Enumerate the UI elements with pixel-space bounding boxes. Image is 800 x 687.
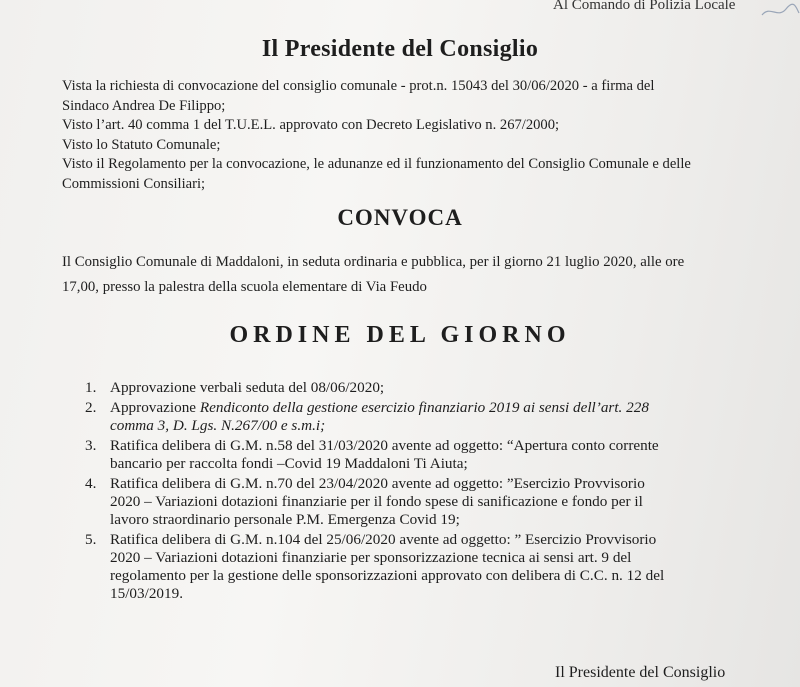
- agenda-item-number: 1.: [85, 379, 97, 396]
- agenda-item-text: 15/03/2019.: [110, 585, 183, 602]
- agenda-item-line: [110, 437, 659, 455]
- agenda-item: [85, 399, 775, 435]
- agenda-item-line: [110, 475, 645, 493]
- convocation-line: Il Consiglio Comunale di Maddaloni, in seduta ordinaria e pubblica, per il giorno 21 luglio 2020, alle ore: [62, 254, 685, 270]
- agenda-item-line: [110, 531, 664, 549]
- agenda-item-number: 4.: [85, 475, 97, 492]
- convocation-text: [62, 250, 684, 300]
- preamble: [62, 77, 762, 195]
- document-title: Il Presidente del Consiglio: [261, 36, 539, 62]
- agenda-item: [85, 437, 775, 473]
- agenda-item-line: [110, 399, 649, 417]
- convoca-heading: CONVOCA: [337, 205, 463, 230]
- agenda-item-text: lavoro straordinario personale P.M. Emergenza Covid 19;: [110, 511, 460, 528]
- agenda-item-text: 2020 – Variazioni dotazioni finanziarie per il fondo spese di sanificazione e fondo per il: [110, 493, 643, 510]
- agenda-item-text: bancario per raccolta fondi –Covid 19 Maddaloni Ti Aiuta;: [110, 455, 468, 472]
- convocation-line: 17,00, presso la palestra della scuola elementare di Via Feudo: [62, 279, 427, 295]
- agenda-item-text: regolamento per la gestione delle sponsorizzazioni approvato con delibera di C.C. n. 12 del: [110, 567, 665, 584]
- agenda-item-line: [110, 585, 664, 603]
- agenda-item-text: Rendiconto della gestione esercizio finanziario 2019 ai sensi dell’art. 228: [199, 399, 649, 416]
- signature: Il Presidente del Consiglio: [555, 664, 726, 681]
- recipient-note: Al Comando di Polizia Locale: [553, 0, 736, 13]
- agenda-item-number: 3.: [85, 437, 97, 454]
- agenda-item-text: Approvazione verbali seduta del 08/06/2020;: [110, 379, 385, 396]
- agenda-title: ORDINE DEL GIORNO: [229, 322, 571, 348]
- agenda-item: [85, 475, 775, 529]
- agenda-item-text: Ratifica delibera di G.M. n.70 del 23/04/2020 avente ad oggetto: ”Esercizio Provvisorio: [110, 475, 645, 492]
- agenda-item-line: [110, 549, 664, 567]
- preamble-line: Visto lo Statuto Comunale;: [62, 136, 221, 153]
- agenda-item: [85, 531, 775, 603]
- preamble-line: Sindaco Andrea De Filippo;: [62, 97, 226, 114]
- agenda-item-line: [110, 567, 664, 585]
- preamble-line: Vista la richiesta di convocazione del consiglio comunale - prot.n. 15043 del 30/06/2020 - a firma del: [62, 78, 655, 94]
- agenda-item-line: [110, 511, 645, 529]
- agenda-item-line: [110, 493, 645, 511]
- agenda-list: [85, 379, 775, 605]
- agenda-item-text: Approvazione: [110, 399, 200, 416]
- agenda-item-line: [110, 455, 659, 473]
- handwritten-mark: [760, 1, 800, 21]
- agenda-item-text: Ratifica delibera di G.M. n.58 del 31/03/2020 avente ad oggetto: “Apertura conto corrente: [110, 437, 659, 454]
- preamble-line: Visto l’art. 40 comma 1 del T.U.E.L. approvato con Decreto Legislativo n. 267/2000;: [62, 117, 560, 134]
- agenda-item-number: 2.: [85, 399, 97, 416]
- preamble-line: Visto il Regolamento per la convocazione, le adunanze ed il funzionamento del Consiglio Comunale e delle: [62, 156, 691, 173]
- agenda-item: [85, 379, 775, 397]
- agenda-item-number: 5.: [85, 531, 97, 548]
- agenda-item-text: comma 3, D. Lgs. N.267/00 e s.m.i;: [110, 417, 326, 434]
- agenda-item-text: 2020 – Variazioni dotazioni finanziarie per sponsorizzazione tecnica ai sensi art. 9 del: [110, 549, 632, 566]
- preamble-line: Commissioni Consiliari;: [62, 175, 206, 192]
- agenda-item-line: [110, 417, 649, 435]
- agenda-item-text: Ratifica delibera di G.M. n.104 del 25/06/2020 avente ad oggetto: ” Esercizio Provvisorio: [110, 531, 657, 548]
- agenda-item-line: [110, 379, 384, 397]
